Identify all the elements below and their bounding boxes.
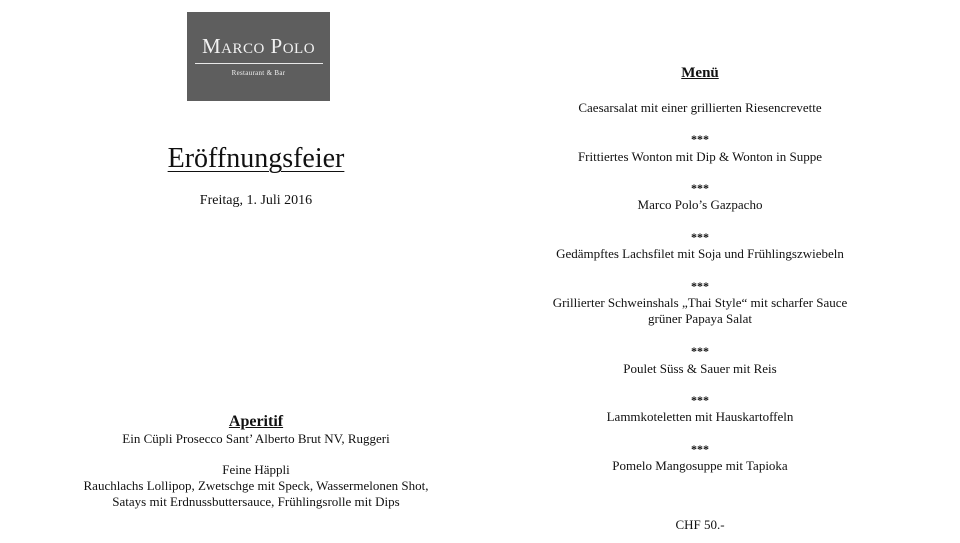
- event-title: [0, 143, 512, 175]
- course-line: Pomelo Mangosuppe mit Tapioka: [612, 458, 788, 473]
- course-separator: ***: [691, 442, 709, 456]
- menu-price: CHF 50.-: [675, 517, 725, 532]
- menu-course-3: [444, 197, 956, 213]
- menu-course-6: [444, 361, 956, 377]
- menu-course-4: [444, 246, 956, 262]
- menu-course-1: [444, 100, 956, 116]
- snacks-heading: Feine Häppli: [222, 462, 290, 477]
- course-line: Caesarsalat mit einer grillierten Riesencrevette: [578, 100, 822, 115]
- snacks-line-1: Rauchlachs Lollipop, Zwetschge mit Speck, Wassermelonen Shot,: [83, 478, 429, 493]
- snacks-line-2: Satays mit Erdnussbuttersauce, Frühlingsrolle mit Dips: [112, 494, 400, 509]
- course-line: Marco Polo’s Gazpacho: [637, 197, 763, 212]
- logo-name: Marco Polo: [201, 34, 316, 58]
- menu-course-7: [444, 409, 956, 425]
- aperitif-heading: Aperitif: [228, 413, 284, 430]
- aperitif-section: [0, 413, 512, 510]
- menu-course-8: [444, 458, 956, 474]
- logo-divider: [195, 63, 323, 64]
- course-separator: ***: [691, 132, 709, 146]
- course-separator: ***: [691, 181, 709, 195]
- course-separator: ***: [691, 393, 709, 407]
- event-date: Freitag, 1. Juli 2016: [199, 193, 313, 208]
- restaurant-logo: [187, 12, 330, 101]
- menu-course-5: [444, 295, 956, 327]
- course-separator: ***: [691, 344, 709, 358]
- menu-heading: Menü: [681, 65, 719, 81]
- course-line: Frittiertes Wonton mit Dip & Wonton in Suppe: [577, 149, 823, 164]
- spacer: [0, 447, 512, 462]
- course-separator: ***: [691, 230, 709, 244]
- menu-course-2: [444, 149, 956, 165]
- course-line: Grillierter Schweinshals „Thai Style“ mit scharfer Sauce: [552, 295, 848, 310]
- event-title-text: Eröffnungsfeier: [167, 143, 345, 174]
- aperitif-drink: Ein Cüpli Prosecco Sant’ Alberto Brut NV, Ruggeri: [122, 431, 390, 446]
- course-line: Gedämpftes Lachsfilet mit Soja und Frühlingszwiebeln: [556, 246, 844, 261]
- course-line: Lammkoteletten mit Hauskartoffeln: [606, 409, 794, 424]
- course-line: Poulet Süss & Sauer mit Reis: [623, 361, 777, 376]
- course-separator: ***: [691, 279, 709, 293]
- course-line: grüner Papaya Salat: [648, 311, 752, 326]
- logo-subtitle: Restaurant & Bar: [231, 69, 286, 77]
